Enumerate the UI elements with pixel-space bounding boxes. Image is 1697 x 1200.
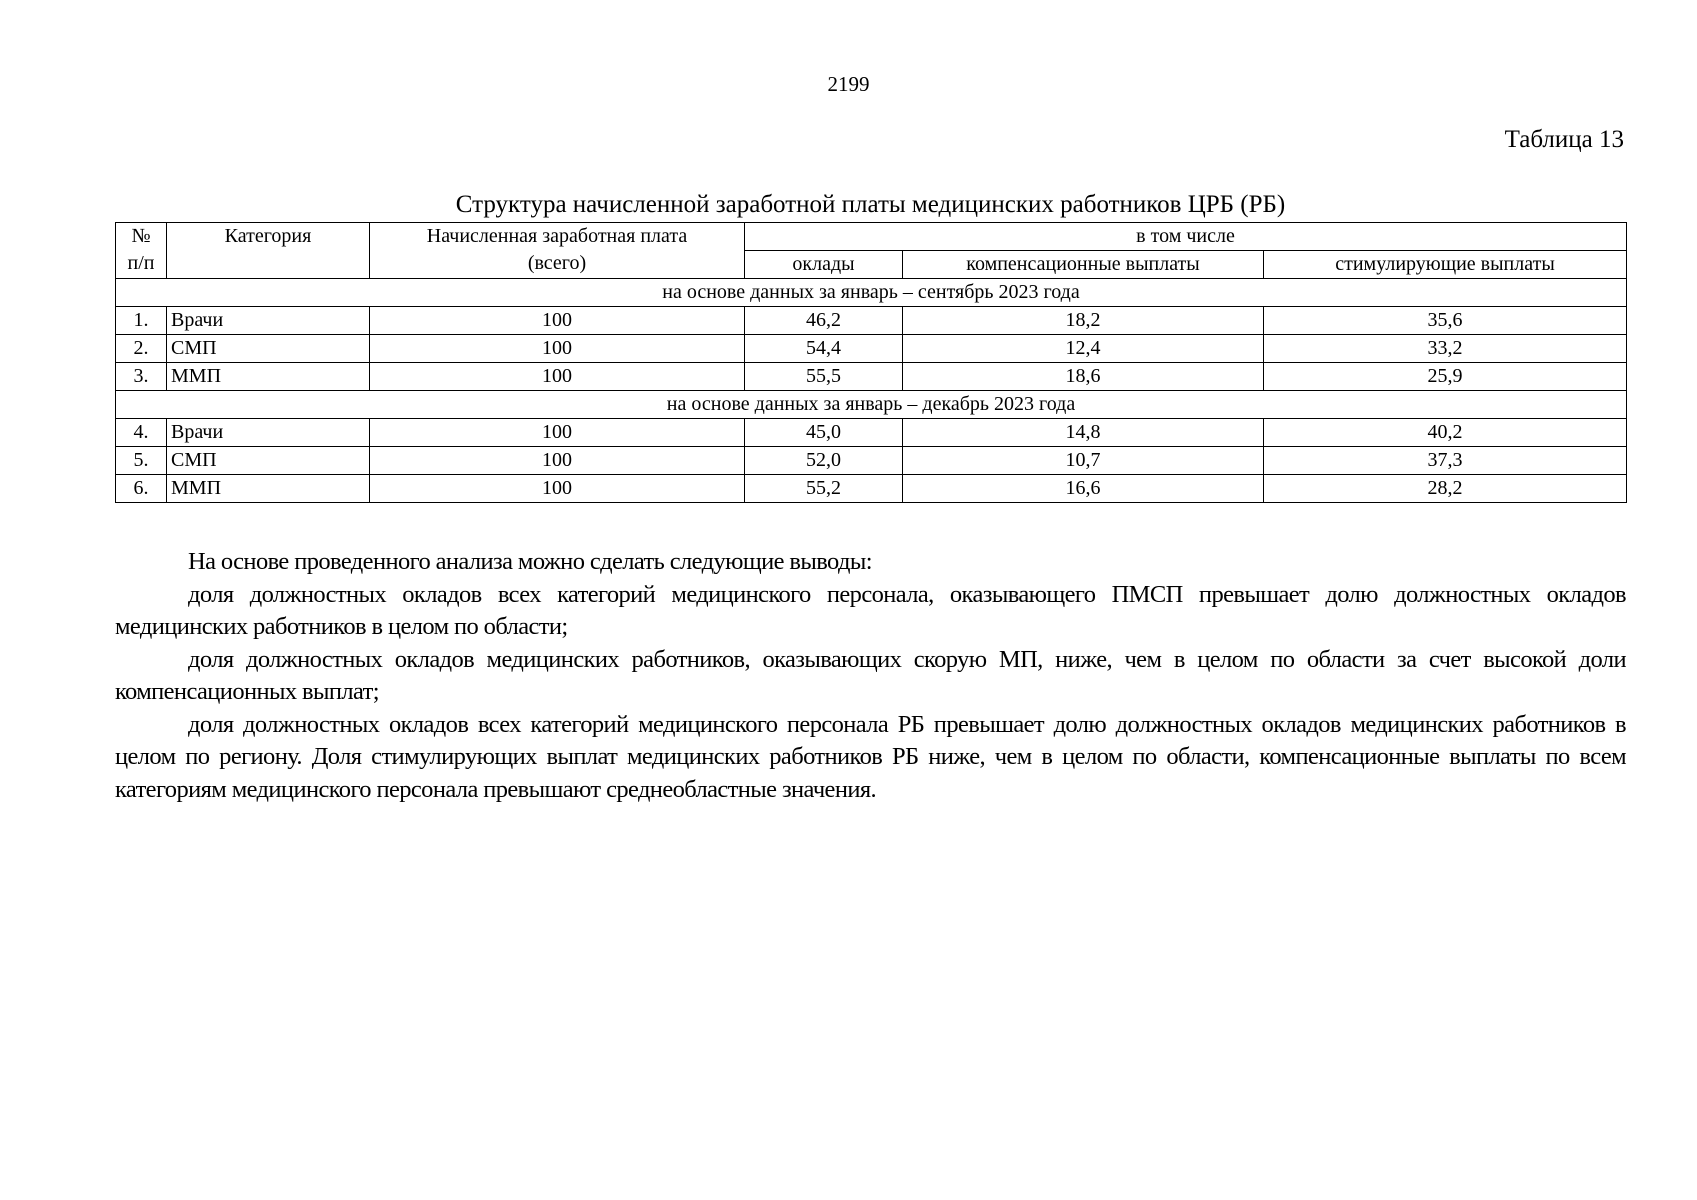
table-row (116, 447, 1627, 475)
cell-salaries: 55,5 (745, 363, 903, 391)
cell-incentive: 40,2 (1264, 419, 1627, 447)
cell-salaries: 55,2 (745, 475, 903, 503)
table-row (116, 475, 1627, 503)
cell-compensation: 18,2 (903, 307, 1264, 335)
table-header (116, 223, 1627, 279)
cell-total: 100 (370, 335, 745, 363)
header-num (116, 223, 167, 279)
cell-compensation: 10,7 (903, 447, 1264, 475)
cell-compensation: 16,6 (903, 475, 1264, 503)
salary-structure-table (115, 222, 1627, 503)
conclusions-text (115, 546, 1626, 806)
cell-num: 6. (116, 475, 167, 503)
cell-salaries: 52,0 (745, 447, 903, 475)
paragraph-ambulance: доля должностных окладов медицинских работников, оказывающих скорую МП, ниже, чем в целом по области за счет высокой доли компенсационных выплат; (115, 645, 1626, 705)
cell-compensation: 14,8 (903, 419, 1264, 447)
table-label: Таблица 13 (1504, 126, 1624, 153)
cell-category: Врачи (167, 419, 370, 447)
paragraph-rb: доля должностных окладов всех категорий медицинского персонала РБ превышает долю должностных окладов медицинских работников в целом по региону. Доля стимулирующих выплат медицинских работников РБ ниже, чем в целом по области, компенсационные выплаты по всем категориям медицинского персонала превышают среднеобластные значения. (115, 710, 1626, 803)
header-salaries: оклады (745, 251, 903, 279)
cell-num: 1. (116, 307, 167, 335)
cell-category: Врачи (167, 307, 370, 335)
cell-category: ММП (167, 363, 370, 391)
header-total-line1: Начисленная заработная плата (426, 225, 688, 247)
table-row (116, 363, 1627, 391)
cell-salaries: 45,0 (745, 419, 903, 447)
cell-num: 5. (116, 447, 167, 475)
period-label: на основе данных за январь – сентябрь 2023 года (116, 279, 1627, 307)
cell-salaries: 46,2 (745, 307, 903, 335)
cell-category: СМП (167, 447, 370, 475)
cell-incentive: 37,3 (1264, 447, 1627, 475)
period-row (116, 391, 1627, 419)
cell-num: 4. (116, 419, 167, 447)
cell-salaries: 54,4 (745, 335, 903, 363)
cell-num: 3. (116, 363, 167, 391)
period-label: на основе данных за январь – декабрь 2023 года (116, 391, 1627, 419)
header-incentive: стимулирующие выплаты (1264, 251, 1627, 279)
table-body (116, 279, 1627, 503)
table-row (116, 419, 1627, 447)
header-num-line2: п/п (127, 252, 155, 274)
table-row (116, 307, 1627, 335)
header-total-line2: (всего) (527, 252, 587, 274)
table-title: Структура начисленной заработной платы медицинских работников ЦРБ (РБ) (455, 191, 1286, 218)
cell-total: 100 (370, 419, 745, 447)
header-compensation: компенсационные выплаты (903, 251, 1264, 279)
cell-total: 100 (370, 307, 745, 335)
header-including: в том числе (745, 223, 1627, 251)
page-number: 2199 (827, 72, 870, 96)
cell-total: 100 (370, 363, 745, 391)
header-row-1 (116, 223, 1627, 251)
paragraph-intro: На основе проведенного анализа можно сделать следующие выводы: (188, 548, 872, 575)
cell-total: 100 (370, 447, 745, 475)
cell-category: СМП (167, 335, 370, 363)
cell-incentive: 35,6 (1264, 307, 1627, 335)
cell-total: 100 (370, 475, 745, 503)
cell-incentive: 28,2 (1264, 475, 1627, 503)
header-num-line1: № (131, 225, 151, 247)
cell-category: ММП (167, 475, 370, 503)
cell-num: 2. (116, 335, 167, 363)
paragraph-pmsp: доля должностных окладов всех категорий медицинского персонала, оказывающего ПМСП превышает долю должностных окладов медицинских работников в целом по области; (115, 580, 1626, 640)
cell-incentive: 25,9 (1264, 363, 1627, 391)
header-category: Категория (167, 223, 370, 279)
period-row (116, 279, 1627, 307)
table-row (116, 335, 1627, 363)
cell-compensation: 18,6 (903, 363, 1264, 391)
cell-compensation: 12,4 (903, 335, 1264, 363)
cell-incentive: 33,2 (1264, 335, 1627, 363)
header-total (370, 223, 745, 279)
